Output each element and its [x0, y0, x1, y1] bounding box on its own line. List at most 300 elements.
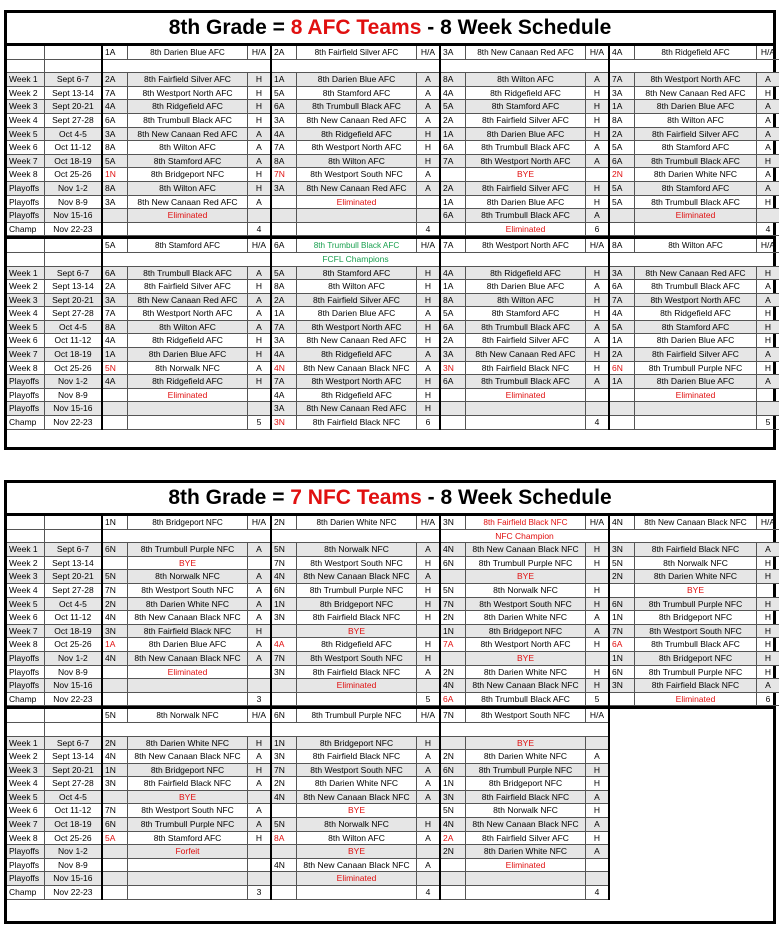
- team-column: [272, 516, 441, 706]
- home-away: A: [256, 155, 262, 166]
- game-row: [272, 666, 439, 680]
- home-away: A: [594, 612, 600, 623]
- opponent-name: [128, 223, 248, 236]
- game-row: [610, 638, 779, 652]
- opponent-name: 8th Trumbull Purple NFC: [635, 666, 757, 679]
- opponent-name: 8th Norwalk NFC: [297, 543, 417, 556]
- opponent-slot: 4A: [610, 307, 635, 320]
- game-row: [610, 73, 779, 87]
- opponent-slot: 6A: [441, 209, 466, 222]
- home-away: 4: [425, 223, 431, 234]
- game-row: [272, 321, 439, 335]
- game-row: [610, 100, 779, 114]
- opponent-slot: [103, 693, 128, 706]
- game-row: [272, 168, 439, 182]
- game-row: [103, 196, 270, 210]
- game-row: [272, 886, 439, 900]
- week-label: Playoffs: [7, 845, 44, 859]
- opponent-name: Eliminated: [128, 209, 248, 222]
- opponent-name: 8th Darien Blue AFC: [466, 196, 586, 209]
- opponent-name: 8th Trumbull Purple NFC: [466, 764, 586, 777]
- week-label: Week 7: [7, 155, 44, 169]
- week-label: Week 3: [7, 570, 44, 584]
- home-away: H: [764, 652, 772, 663]
- opponent-name: Eliminated: [466, 859, 586, 872]
- home-away: [586, 389, 608, 402]
- opponent-slot: 1N: [441, 777, 466, 790]
- home-away: H: [424, 294, 432, 305]
- opponent-name: 8th New Canaan Red AFC: [297, 182, 417, 195]
- opponent-slot: 2A: [441, 114, 466, 127]
- game-row: [441, 73, 608, 87]
- opponent-slot: 8A: [103, 141, 128, 154]
- opponent-name: 8th Trumbull Black AFC: [466, 375, 586, 388]
- week-label: Week 6: [7, 334, 44, 348]
- nfc-block-1: [7, 516, 776, 709]
- opponent-slot: [610, 223, 635, 236]
- home-away: H: [764, 571, 772, 582]
- game-row: [103, 389, 270, 403]
- home-away: A: [425, 571, 431, 582]
- opponent-slot: 4N: [441, 679, 466, 692]
- opponent-name: 8th Stamford AFC: [128, 155, 248, 168]
- opponent-slot: 3A: [272, 114, 297, 127]
- game-row: [441, 155, 608, 169]
- opponent-slot: [610, 416, 635, 429]
- nfc-block-2: [7, 709, 773, 899]
- home-away: A: [425, 74, 431, 85]
- game-row: [272, 652, 439, 666]
- home-away: [248, 557, 270, 570]
- team-name: 8th Bridgeport NFC: [128, 516, 248, 529]
- game-row: [441, 375, 608, 389]
- opponent-name: 8th Norwalk NFC: [635, 557, 757, 570]
- home-away: [757, 209, 779, 222]
- opponent-slot: [272, 196, 297, 209]
- home-away: A: [256, 612, 262, 623]
- opponent-slot: 1A: [272, 307, 297, 320]
- home-away: H: [255, 737, 263, 748]
- opponent-name: 8th Trumbull Black AFC: [466, 321, 586, 334]
- home-away: A: [256, 598, 262, 609]
- afc-block-2: [7, 239, 776, 429]
- game-row: [441, 818, 608, 832]
- opponent-slot: [272, 693, 297, 706]
- opponent-name: 8th New Canaan Black NFC: [297, 570, 417, 583]
- row-labels-column: [7, 516, 103, 706]
- game-row: [103, 155, 270, 169]
- team-subtitle: [272, 253, 439, 267]
- game-row: [610, 584, 779, 598]
- game-row: [103, 872, 270, 886]
- home-away: H: [764, 196, 772, 207]
- game-row: [272, 679, 439, 693]
- team-header: [441, 516, 608, 530]
- opponent-slot: 3A: [441, 348, 466, 361]
- opponent-slot: [103, 223, 128, 236]
- team-column: [610, 46, 779, 236]
- game-row: [441, 845, 608, 859]
- opponent-slot: [103, 416, 128, 429]
- week-label: Week 8: [7, 638, 44, 652]
- opponent-slot: 1N: [610, 611, 635, 624]
- week-label: Week 6: [7, 611, 44, 625]
- opponent-name: Eliminated: [128, 666, 248, 679]
- home-away: [586, 872, 608, 885]
- game-row: [103, 666, 270, 680]
- opponent-slot: 5A: [610, 141, 635, 154]
- game-row: [441, 402, 608, 416]
- opponent-slot: 6N: [610, 666, 635, 679]
- opponent-slot: 8A: [272, 280, 297, 293]
- opponent-slot: 4A: [441, 267, 466, 280]
- opponent-slot: 5A: [272, 87, 297, 100]
- team-subtitle: [103, 60, 270, 74]
- game-row: [610, 557, 779, 571]
- opponent-slot: 2A: [610, 348, 635, 361]
- game-row: [610, 679, 779, 693]
- team-column: [103, 239, 272, 429]
- blank-header-cell: [7, 60, 44, 74]
- week-label: Playoffs: [7, 859, 44, 873]
- game-row: [441, 764, 608, 778]
- home-away: H: [255, 169, 263, 180]
- game-row: [272, 307, 439, 321]
- week-date: Sept 20-21: [45, 764, 101, 778]
- home-away: A: [425, 349, 431, 360]
- home-away: H: [593, 584, 601, 595]
- game-row: [272, 737, 439, 751]
- home-away: A: [765, 182, 771, 193]
- opponent-name: 8th Stamford AFC: [297, 267, 417, 280]
- game-row: [441, 777, 608, 791]
- game-row: [610, 348, 779, 362]
- home-away: A: [765, 128, 771, 139]
- week-date: Nov 8-9: [45, 389, 101, 403]
- team-slot: 2A: [272, 46, 297, 59]
- team-name: 8th Trumbull Purple NFC: [297, 709, 417, 722]
- opponent-slot: 2N: [441, 845, 466, 858]
- row-date-list: [45, 46, 101, 236]
- home-away: H: [593, 308, 601, 319]
- game-row: [610, 402, 779, 416]
- opponent-slot: 3N: [610, 543, 635, 556]
- home-away: A: [594, 321, 600, 332]
- game-row: [610, 693, 779, 707]
- home-away: H: [764, 321, 772, 332]
- home-away: H: [593, 114, 601, 125]
- opponent-slot: [103, 666, 128, 679]
- game-row: [441, 693, 608, 707]
- opponent-name: 8th Trumbull Purple NFC: [128, 543, 248, 556]
- blank-header-cell: [45, 60, 101, 74]
- opponent-name: 8th Trumbull Purple NFC: [635, 598, 757, 611]
- opponent-name: [128, 679, 248, 692]
- game-row: [441, 872, 608, 886]
- row-labels-column: [7, 239, 103, 429]
- home-away: H: [764, 155, 772, 166]
- team-name: 8th Wilton AFC: [635, 239, 757, 252]
- opponent-slot: [441, 389, 466, 402]
- opponent-slot: 4A: [272, 638, 297, 651]
- game-row: [272, 557, 439, 571]
- home-away: [586, 570, 608, 583]
- home-away: H: [764, 557, 772, 568]
- week-date: Sept 27-28: [45, 777, 101, 791]
- opponent-slot: [610, 584, 635, 597]
- week-date: Oct 25-26: [45, 638, 101, 652]
- game-row: [103, 73, 270, 87]
- opponent-name: 8th Fairfield Silver AFC: [466, 182, 586, 195]
- opponent-slot: [103, 389, 128, 402]
- opponent-slot: 3A: [272, 402, 297, 415]
- opponent-slot: 8A: [272, 155, 297, 168]
- game-row: [103, 804, 270, 818]
- opponent-name: 8th Stamford AFC: [466, 100, 586, 113]
- opponent-slot: 2N: [441, 750, 466, 763]
- game-row: [103, 818, 270, 832]
- week-date: Nov 1-2: [45, 845, 101, 859]
- game-row: [610, 625, 779, 639]
- game-row: [610, 307, 779, 321]
- opponent-slot: 8A: [103, 321, 128, 334]
- week-label: Week 1: [7, 73, 44, 87]
- opponent-name: 8th Wilton AFC: [128, 182, 248, 195]
- home-away: H: [424, 584, 432, 595]
- opponent-slot: 1N: [272, 598, 297, 611]
- home-away: A: [425, 101, 431, 112]
- week-label: Week 8: [7, 168, 44, 182]
- week-label: Week 1: [7, 737, 44, 751]
- blank-header-cell: [45, 46, 101, 60]
- opponent-name: Eliminated: [128, 389, 248, 402]
- home-away: 4: [425, 887, 431, 898]
- team-header: [441, 46, 608, 60]
- game-row: [272, 223, 439, 237]
- team-slot: 2N: [272, 516, 297, 529]
- opponent-slot: 3A: [103, 294, 128, 307]
- week-label: Week 7: [7, 625, 44, 639]
- opponent-slot: 7A: [441, 155, 466, 168]
- home-away: [248, 872, 270, 885]
- team-name: 8th Ridgefield AFC: [635, 46, 757, 59]
- home-away: A: [256, 819, 262, 830]
- home-away: H: [424, 737, 432, 748]
- game-row: [103, 886, 270, 900]
- opponent-name: [635, 416, 757, 429]
- home-away: 6: [765, 693, 771, 704]
- champion-label: [272, 530, 439, 543]
- team-slot: 7A: [441, 239, 466, 252]
- team-column: [103, 709, 272, 899]
- opponent-slot: 2N: [610, 168, 635, 181]
- home-away: H: [593, 101, 601, 112]
- champion-label: [103, 530, 270, 543]
- game-row: [610, 141, 779, 155]
- game-row: [441, 859, 608, 873]
- opponent-name: 8th Ridgefield AFC: [297, 128, 417, 141]
- game-row: [610, 611, 779, 625]
- home-away: H: [255, 101, 263, 112]
- game-row: [103, 128, 270, 142]
- game-row: [441, 100, 608, 114]
- week-date: Oct 18-19: [45, 155, 101, 169]
- opponent-name: 8th Darien White NFC: [466, 845, 586, 858]
- home-away: A: [765, 294, 771, 305]
- opponent-slot: 1N: [103, 168, 128, 181]
- opponent-slot: 7A: [272, 375, 297, 388]
- home-away: [417, 872, 439, 885]
- game-row: [103, 209, 270, 223]
- opponent-name: 8th Norwalk NFC: [466, 804, 586, 817]
- opponent-name: [128, 872, 248, 885]
- home-away: H: [593, 680, 601, 691]
- game-row: [103, 737, 270, 751]
- opponent-name: 8th Darien Blue AFC: [635, 100, 757, 113]
- week-label: Week 5: [7, 791, 44, 805]
- opponent-slot: 7N: [272, 764, 297, 777]
- opponent-name: 8th New Canaan Red AFC: [128, 196, 248, 209]
- game-row: [610, 416, 779, 430]
- opponent-slot: 7N: [441, 598, 466, 611]
- opponent-slot: 6A: [103, 267, 128, 280]
- game-row: [103, 362, 270, 376]
- team-column: [103, 516, 272, 706]
- game-row: [441, 294, 608, 308]
- home-away: H: [764, 308, 772, 319]
- opponent-name: 8th Stamford AFC: [466, 307, 586, 320]
- game-row: [441, 584, 608, 598]
- opponent-slot: 7A: [103, 87, 128, 100]
- opponent-name: 8th Wilton AFC: [128, 141, 248, 154]
- week-label: Champ: [7, 886, 44, 900]
- opponent-name: [297, 209, 417, 222]
- game-row: [441, 362, 608, 376]
- opponent-name: [297, 693, 417, 706]
- game-row: [441, 114, 608, 128]
- opponent-slot: 1N: [272, 737, 297, 750]
- home-away: H: [593, 128, 601, 139]
- blank-header-cell: [45, 239, 101, 253]
- home-away: A: [765, 349, 771, 360]
- opponent-name: 8th Fairfield Black NFC: [297, 416, 417, 429]
- home-away: H: [593, 267, 601, 278]
- week-label: Week 5: [7, 598, 44, 612]
- home-away: H: [424, 128, 432, 139]
- game-row: [610, 182, 779, 196]
- home-away: 4: [594, 887, 600, 898]
- game-row: [610, 334, 779, 348]
- team-header: [272, 239, 439, 253]
- game-row: [272, 584, 439, 598]
- game-row: [441, 557, 608, 571]
- home-away: H: [593, 805, 601, 816]
- opponent-slot: 3A: [103, 128, 128, 141]
- opponent-slot: 2A: [441, 182, 466, 195]
- game-row: [441, 128, 608, 142]
- game-row: [610, 294, 779, 308]
- team-slot: 1N: [103, 516, 128, 529]
- week-date: Oct 11-12: [45, 611, 101, 625]
- home-away: H: [255, 625, 263, 636]
- opponent-name: BYE: [128, 557, 248, 570]
- game-row: [272, 693, 439, 707]
- game-row: [103, 598, 270, 612]
- team-column: [103, 46, 272, 236]
- opponent-name: 8th Darien Blue AFC: [128, 348, 248, 361]
- week-label: Week 5: [7, 128, 44, 142]
- team-name: 8th Darien Blue AFC: [128, 46, 248, 59]
- opponent-slot: 3A: [610, 267, 635, 280]
- home-away: 4: [594, 417, 600, 428]
- opponent-name: 8th Trumbull Purple NFC: [128, 818, 248, 831]
- week-label: Week 1: [7, 543, 44, 557]
- game-row: [441, 625, 608, 639]
- game-row: [441, 182, 608, 196]
- week-label: Week 3: [7, 764, 44, 778]
- opponent-name: 8th Norwalk NFC: [128, 362, 248, 375]
- week-date: Sept 6-7: [45, 543, 101, 557]
- game-row: [272, 280, 439, 294]
- week-label: Week 2: [7, 280, 44, 294]
- opponent-name: 8th Trumbull Black AFC: [635, 638, 757, 651]
- team-name: 8th Fairfield Black NFC: [466, 516, 586, 529]
- week-label: Playoffs: [7, 872, 44, 886]
- team-slot: 6A: [272, 239, 297, 252]
- opponent-slot: 4A: [441, 87, 466, 100]
- opponent-name: 8th Fairfield Black NFC: [128, 777, 248, 790]
- champion-label: [272, 60, 439, 73]
- afc-schedule-sheet: [4, 10, 776, 450]
- game-row: [103, 168, 270, 182]
- ha-header: H/A: [251, 47, 267, 57]
- team-header: [272, 46, 439, 60]
- home-away: A: [425, 764, 431, 775]
- home-away: H: [255, 182, 263, 193]
- week-date: Oct 11-12: [45, 334, 101, 348]
- home-away: A: [256, 751, 262, 762]
- opponent-name: 8th Bridgeport NFC: [466, 625, 586, 638]
- home-away: [586, 168, 608, 181]
- opponent-name: 8th New Canaan Black NFC: [466, 818, 586, 831]
- opponent-slot: 5N: [441, 584, 466, 597]
- week-date: Nov 1-2: [45, 182, 101, 196]
- team-slot: 4A: [610, 46, 635, 59]
- home-away: [586, 652, 608, 665]
- home-away: H: [255, 349, 263, 360]
- opponent-slot: 1N: [441, 625, 466, 638]
- home-away: [248, 666, 270, 679]
- home-away: A: [594, 155, 600, 166]
- week-date: Nov 15-16: [45, 679, 101, 693]
- opponent-name: 8th Darien Blue AFC: [635, 375, 757, 388]
- opponent-name: 8th Bridgeport NFC: [297, 598, 417, 611]
- game-row: [610, 280, 779, 294]
- opponent-slot: 2N: [272, 777, 297, 790]
- opponent-name: 8th New Canaan Black NFC: [297, 362, 417, 375]
- game-row: [610, 87, 779, 101]
- game-row: [610, 375, 779, 389]
- home-away: [757, 389, 779, 402]
- home-away: H: [424, 321, 432, 332]
- home-away: A: [594, 751, 600, 762]
- opponent-slot: 4A: [103, 100, 128, 113]
- game-row: [272, 777, 439, 791]
- team-subtitle: [441, 253, 608, 267]
- week-label: Week 2: [7, 87, 44, 101]
- home-away: H: [255, 832, 263, 843]
- home-away: 5: [425, 693, 431, 704]
